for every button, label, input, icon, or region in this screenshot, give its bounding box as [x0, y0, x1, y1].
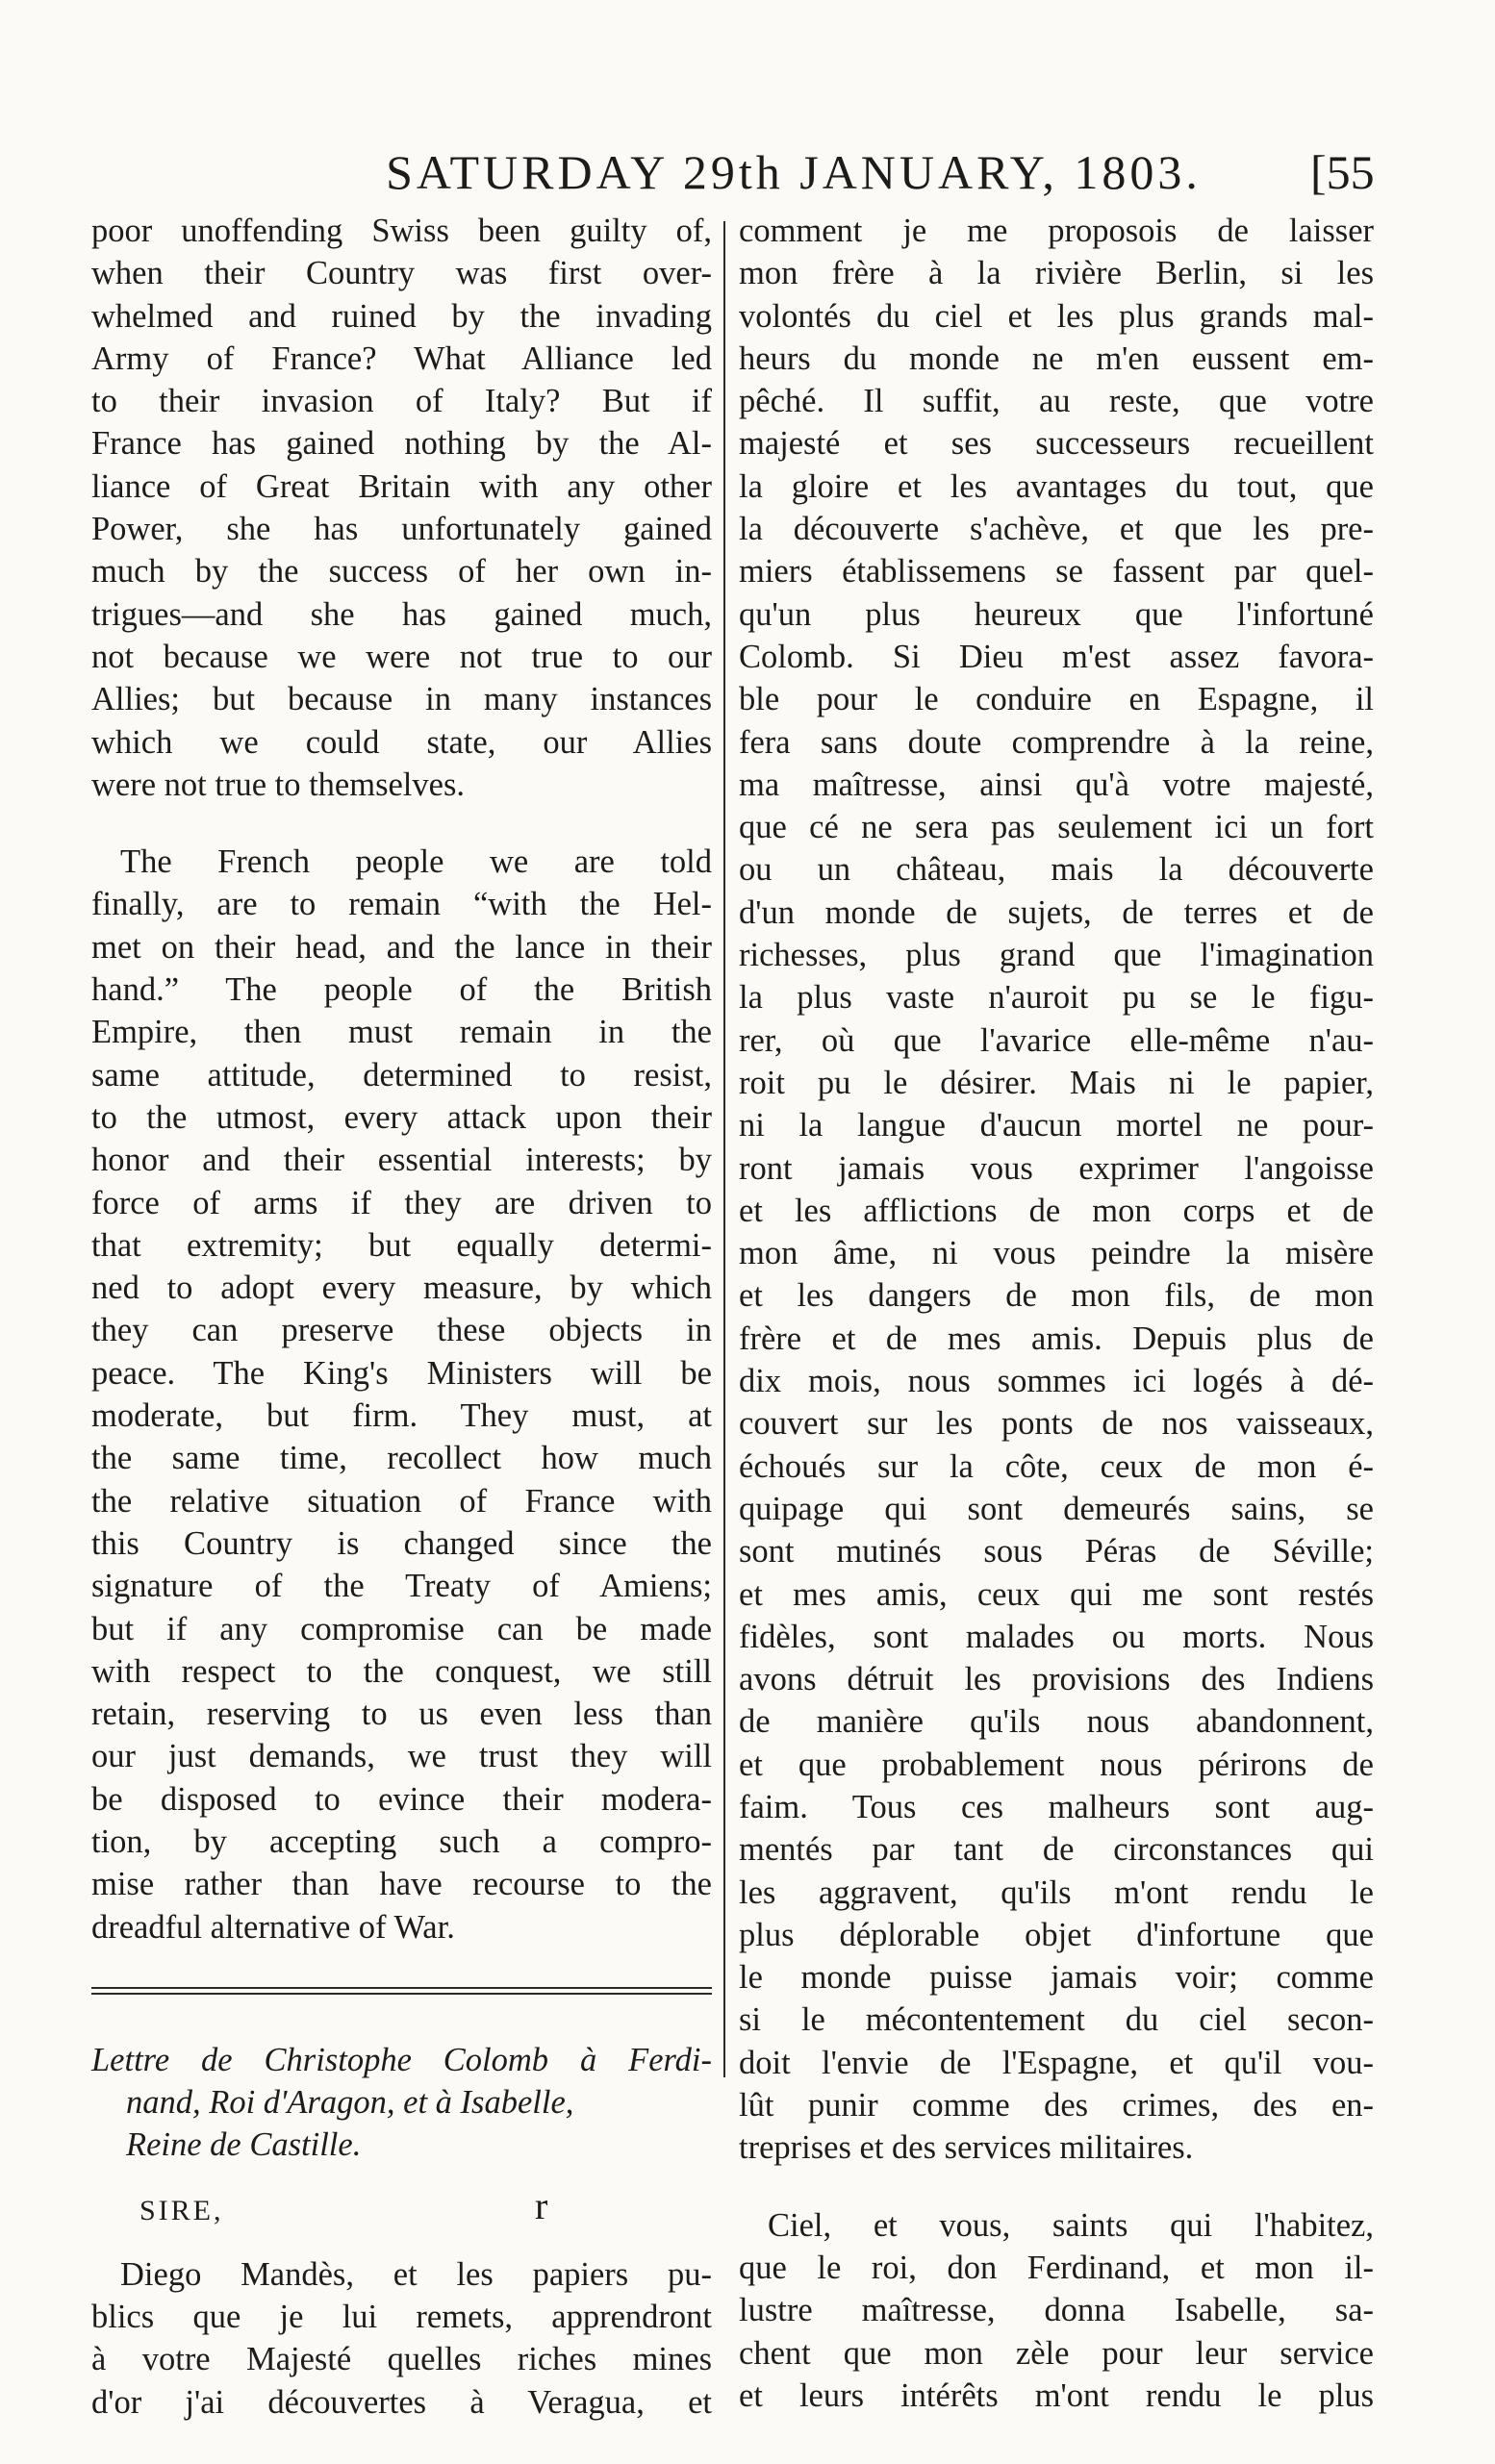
- text-line: they can preserve these objects in: [91, 1312, 712, 1349]
- text-line: when their Country was first over-: [91, 255, 712, 292]
- left-paragraph-3: [91, 2253, 712, 2424]
- left-column: [91, 210, 712, 2424]
- text-line: honor and their essential interests; by: [91, 1142, 712, 1179]
- text-line: this Country is changed since the: [91, 1524, 712, 1562]
- text-line: Reine de Castille.: [126, 2126, 362, 2164]
- text-line: Power, she has unfortunately gained: [91, 511, 712, 548]
- text-line: blics que je lui remets, apprendront: [91, 2299, 712, 2336]
- text-line: les aggravent, qu'ils m'ont rendu le: [739, 1873, 1374, 1911]
- text-line: sont mutinés sous Péras de Séville;: [739, 1533, 1374, 1571]
- text-line: d'or j'ai découvertes à Veragua, et: [91, 2383, 712, 2421]
- text-line: which we could state, our Allies: [91, 723, 712, 761]
- text-line: pêché. Il suffit, au reste, que votre: [739, 383, 1374, 420]
- text-line: chent que mon zèle pour leur service: [739, 2334, 1374, 2372]
- text-line: que cé ne sera pas seulement ici un fort: [739, 809, 1374, 846]
- text-line: avons détruit les provisions des Indiens: [739, 1661, 1374, 1698]
- letter-heading: [91, 2039, 712, 2167]
- text-line: signature of the Treaty of Amiens;: [91, 1568, 712, 1605]
- text-line: la découverte s'achève, et que les pre-: [739, 511, 1374, 548]
- text-line: to the utmost, every attack upon their: [91, 1098, 712, 1136]
- text-line: treprises et des services militaires.: [739, 2129, 1194, 2167]
- text-line: mentés par tant de circonstances qui: [739, 1831, 1374, 1869]
- text-line: to their invasion of Italy? But if: [91, 383, 712, 420]
- text-line: richesses, plus grand que l'imagination: [739, 937, 1374, 974]
- text-line: le monde puisse jamais voir; comme: [739, 1959, 1374, 1997]
- text-line: Empire, then must remain in the: [91, 1014, 712, 1051]
- text-line: la gloire et les avantages du tout, que: [739, 467, 1374, 505]
- right-paragraph-2: [739, 2204, 1374, 2417]
- column-divider: [723, 221, 725, 2077]
- text-line: et mes amis, ceux qui me sont restés: [739, 1575, 1374, 1613]
- text-line: the relative situation of France with: [91, 1482, 712, 1520]
- text-line: faim. Tous ces malheurs sont aug-: [739, 1788, 1374, 1825]
- text-line: dreadful alternative of War.: [91, 1908, 455, 1946]
- text-line: our just demands, we trust they will: [91, 1738, 712, 1775]
- text-line: lustre maîtresse, donna Isabelle, sa-: [739, 2292, 1374, 2329]
- text-line: finally, are to remain “with the Hel-: [91, 886, 712, 923]
- text-line: hand.” The people of the British: [91, 971, 712, 1009]
- text-line: mon frère à la rivière Berlin, si les: [739, 255, 1374, 292]
- text-line: poor unoffending Swiss been guilty of,: [91, 213, 712, 249]
- text-line: lût punir comme des crimes, des en-: [739, 2087, 1374, 2125]
- text-line: mon âme, ni vous peindre la misère: [739, 1235, 1374, 1272]
- page-title: SATURDAY 29th JANUARY, 1803.: [386, 145, 1202, 199]
- text-line: et les dangers de mon fils, de mon: [739, 1277, 1374, 1315]
- text-line: were not true to themselves.: [91, 766, 466, 803]
- text-line: tion, by accepting such a compro-: [91, 1823, 712, 1860]
- text-line: ni la langue d'aucun mortel ne pour-: [739, 1107, 1374, 1144]
- text-line: fera sans doute comprendre à la reine,: [739, 723, 1374, 761]
- text-line: miers établissemens se fassent par quel-: [739, 553, 1374, 591]
- text-line: rer, où que l'avarice elle-même n'au-: [739, 1021, 1374, 1059]
- text-line: not because we were not true to our: [91, 638, 712, 675]
- section-divider: [91, 1987, 712, 1995]
- text-line: France has gained nothing by the Al-: [91, 425, 712, 463]
- text-line: that extremity; but equally determi-: [91, 1226, 712, 1264]
- text-line: Ciel, et vous, saints qui l'habitez,: [768, 2206, 1374, 2244]
- text-line: Diego Mandès, et les papiers pu-: [120, 2255, 712, 2293]
- text-line: heurs du monde ne m'en eussent em-: [739, 339, 1374, 377]
- text-line: Lettre de Christophe Colomb à Ferdi-: [91, 2041, 712, 2078]
- right-column: [739, 210, 1374, 2417]
- text-line: the same time, recollect how much: [91, 1440, 712, 1477]
- text-line: mise rather than have recourse to the: [91, 1866, 712, 1903]
- text-line: trigues—and she has gained much,: [91, 595, 712, 633]
- text-line: be disposed to evince their modera-: [91, 1780, 712, 1818]
- text-line: but if any compromise can be made: [91, 1610, 712, 1647]
- text-line: moderate, but firm. They must, at: [91, 1397, 712, 1435]
- text-line: retain, reserving to us even less than: [91, 1696, 712, 1733]
- text-line: liance of Great Britain with any other: [91, 467, 712, 505]
- text-line: couvert sur les ponts de nos vaisseaux,: [739, 1405, 1374, 1443]
- text-line: plus déplorable objet d'infortune que: [739, 1916, 1374, 1953]
- text-line: ront jamais vous exprimer l'angoisse: [739, 1149, 1374, 1187]
- page-number: [55: [1310, 145, 1375, 199]
- letter-salutation: SIRE,: [139, 2194, 224, 2226]
- text-line: force of arms if they are driven to: [91, 1184, 712, 1221]
- text-line: Colomb. Si Dieu m'est assez favora-: [739, 638, 1374, 675]
- text-line: volontés du ciel et les plus grands mal-: [739, 297, 1374, 335]
- right-paragraph-1: [739, 210, 1374, 2170]
- text-line: ou un château, mais la découverte: [739, 851, 1374, 889]
- text-line: qu'un plus heureux que l'infortuné: [739, 595, 1374, 633]
- text-line: nand, Roi d'Aragon, et à Isabelle,: [126, 2084, 574, 2122]
- text-line: de manière qu'ils nous abandonnent,: [739, 1703, 1374, 1741]
- text-line: comment je me proposois de laisser: [739, 213, 1374, 249]
- text-line: peace. The King's Ministers will be: [91, 1354, 712, 1392]
- text-line: à votre Majesté quelles riches mines: [91, 2341, 712, 2378]
- text-line: Allies; but because in many instances: [91, 681, 712, 718]
- text-line: dix mois, nous sommes ici logés à dé-: [739, 1363, 1374, 1400]
- left-paragraph-1: [91, 210, 712, 806]
- text-line: same attitude, determined to resist,: [91, 1056, 712, 1094]
- text-line: frère et de mes amis. Depuis plus de: [739, 1320, 1374, 1357]
- text-line: ned to adopt every measure, by which: [91, 1270, 712, 1307]
- folio-mark: r: [535, 2184, 548, 2227]
- text-line: ble pour le conduire en Espagne, il: [739, 681, 1374, 718]
- text-line: la plus vaste n'auroit pu se le figu-: [739, 979, 1374, 1017]
- text-line: roit pu le désirer. Mais ni le papier,: [739, 1064, 1374, 1101]
- text-line: Army of France? What Alliance led: [91, 339, 712, 377]
- text-line: with respect to the conquest, we still: [91, 1652, 712, 1690]
- text-line: majesté et ses successeurs recueillent: [739, 425, 1374, 463]
- text-line: si le mécontentement du ciel secon-: [739, 2001, 1374, 2039]
- text-line: doit l'envie de l'Espagne, et qu'il vou-: [739, 2044, 1374, 2081]
- text-line: et que probablement nous périrons de: [739, 1746, 1374, 1783]
- text-line: fidèles, sont malades ou morts. Nous: [739, 1618, 1374, 1655]
- text-line: d'un monde de sujets, de terres et de: [739, 893, 1374, 931]
- text-line: much by the success of her own in-: [91, 553, 712, 591]
- left-paragraph-2: [91, 841, 712, 1949]
- text-line: et les afflictions de mon corps et de: [739, 1192, 1374, 1229]
- text-line: whelmed and ruined by the invading: [91, 297, 712, 335]
- text-line: met on their head, and the lance in their: [91, 928, 712, 966]
- text-line: échoués sur la côte, ceux de mon é-: [739, 1447, 1374, 1485]
- text-line: ma maîtresse, ainsi qu'à votre majesté,: [739, 766, 1374, 803]
- text-line: et leurs intérêts m'ont rendu le plus: [739, 2376, 1374, 2414]
- text-line: quipage qui sont demeurés sains, se: [739, 1490, 1374, 1527]
- text-line: The French people we are told: [120, 843, 712, 881]
- text-line: que le roi, don Ferdinand, et mon il-: [739, 2249, 1374, 2286]
